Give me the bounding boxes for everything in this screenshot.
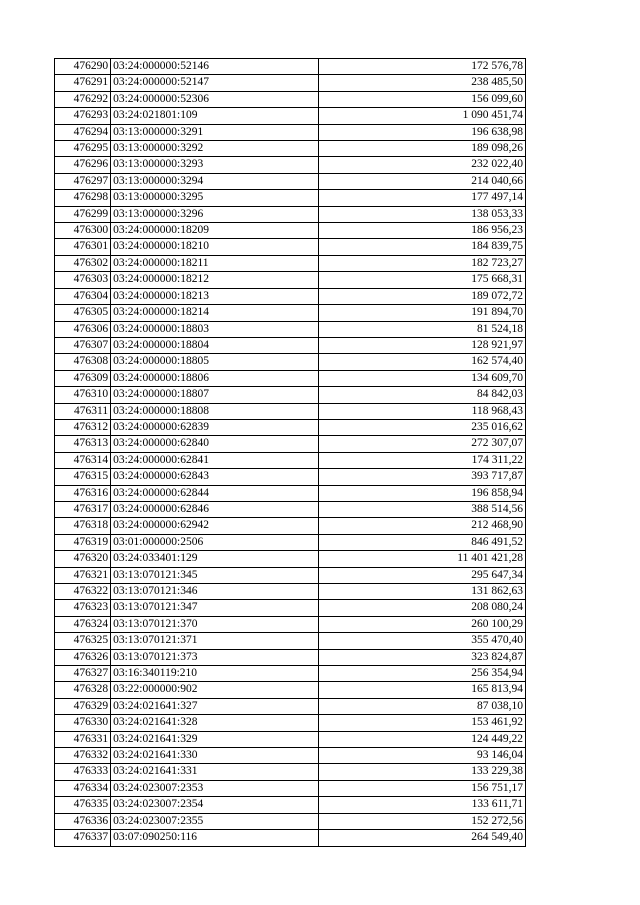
cadastral-number-cell: 03:24:033401:129 — [111, 551, 318, 567]
table-row — [55, 469, 526, 485]
row-number-cell: 476299 — [55, 206, 111, 222]
cadastral-value-cell: 264 549,40 — [318, 830, 525, 846]
row-number-cell: 476336 — [55, 813, 111, 829]
cadastral-value-cell: 162 574,40 — [318, 354, 525, 370]
cadastral-value-cell: 118 968,43 — [318, 403, 525, 419]
row-number-cell: 476330 — [55, 715, 111, 731]
cadastral-value-cell: 196 858,94 — [318, 485, 525, 501]
cadastral-number-cell: 03:24:021641:330 — [111, 748, 318, 764]
cadastral-value-cell: 81 524,18 — [318, 321, 525, 337]
table-row — [55, 698, 526, 714]
table-row — [55, 551, 526, 567]
table-row — [55, 649, 526, 665]
cadastral-value-cell: 138 053,33 — [318, 206, 525, 222]
row-number-cell: 476313 — [55, 436, 111, 452]
row-number-cell: 476311 — [55, 403, 111, 419]
table-row — [55, 715, 526, 731]
cadastral-value-cell: 133 611,71 — [318, 797, 525, 813]
row-number-cell: 476319 — [55, 534, 111, 550]
row-number-cell: 476318 — [55, 518, 111, 534]
cadastral-number-cell: 03:13:000000:3295 — [111, 190, 318, 206]
cadastral-value-cell: 196 638,98 — [318, 124, 525, 140]
row-number-cell: 476324 — [55, 616, 111, 632]
table-row — [55, 124, 526, 140]
table-row — [55, 780, 526, 796]
table-row — [55, 584, 526, 600]
cadastral-number-cell: 03:13:070121:346 — [111, 584, 318, 600]
row-number-cell: 476301 — [55, 239, 111, 255]
table-row — [55, 764, 526, 780]
table-row — [55, 633, 526, 649]
row-number-cell: 476309 — [55, 370, 111, 386]
table-row — [55, 75, 526, 91]
table-row — [55, 157, 526, 173]
cadastral-number-cell: 03:24:000000:18808 — [111, 403, 318, 419]
cadastral-value-cell: 323 824,87 — [318, 649, 525, 665]
table-row — [55, 731, 526, 747]
cadastral-number-cell: 03:24:000000:62844 — [111, 485, 318, 501]
cadastral-number-cell: 03:13:070121:370 — [111, 616, 318, 632]
table-row — [55, 321, 526, 337]
cadastral-number-cell: 03:24:000000:62840 — [111, 436, 318, 452]
row-number-cell: 476300 — [55, 223, 111, 239]
cadastral-number-cell: 03:24:000000:18803 — [111, 321, 318, 337]
row-number-cell: 476316 — [55, 485, 111, 501]
cadastral-number-cell: 03:24:021641:331 — [111, 764, 318, 780]
row-number-cell: 476312 — [55, 419, 111, 435]
table-row — [55, 797, 526, 813]
cadastral-number-cell: 03:24:000000:18806 — [111, 370, 318, 386]
cadastral-number-cell: 03:24:000000:18807 — [111, 387, 318, 403]
cadastral-number-cell: 03:13:070121:373 — [111, 649, 318, 665]
table-row — [55, 501, 526, 517]
cadastral-number-cell: 03:13:070121:371 — [111, 633, 318, 649]
table-row — [55, 223, 526, 239]
cadastral-value-cell: 131 862,63 — [318, 584, 525, 600]
cadastral-number-cell: 03:24:000000:62942 — [111, 518, 318, 534]
row-number-cell: 476293 — [55, 108, 111, 124]
cadastral-number-cell: 03:24:000000:62841 — [111, 452, 318, 468]
cadastral-value-cell: 186 956,23 — [318, 223, 525, 239]
cadastral-value-cell: 1 090 451,74 — [318, 108, 525, 124]
cadastral-value-cell: 846 491,52 — [318, 534, 525, 550]
table-row — [55, 141, 526, 157]
row-number-cell: 476308 — [55, 354, 111, 370]
cadastral-value-cell: 212 468,90 — [318, 518, 525, 534]
table-row — [55, 813, 526, 829]
row-number-cell: 476323 — [55, 600, 111, 616]
table-row — [55, 59, 526, 75]
cadastral-number-cell: 03:13:000000:3296 — [111, 206, 318, 222]
table-row — [55, 600, 526, 616]
cadastral-number-cell: 03:24:021801:109 — [111, 108, 318, 124]
table-row — [55, 272, 526, 288]
row-number-cell: 476315 — [55, 469, 111, 485]
table-row — [55, 173, 526, 189]
cadastral-number-cell: 03:07:090250:116 — [111, 830, 318, 846]
table-row — [55, 239, 526, 255]
row-number-cell: 476298 — [55, 190, 111, 206]
cadastral-value-cell: 87 038,10 — [318, 698, 525, 714]
table-row — [55, 518, 526, 534]
row-number-cell: 476320 — [55, 551, 111, 567]
cadastral-number-cell: 03:13:070121:347 — [111, 600, 318, 616]
cadastral-value-cell: 84 842,03 — [318, 387, 525, 403]
table-row — [55, 534, 526, 550]
table-row — [55, 91, 526, 107]
row-number-cell: 476306 — [55, 321, 111, 337]
table-row — [55, 108, 526, 124]
row-number-cell: 476294 — [55, 124, 111, 140]
cadastral-value-cell: 184 839,75 — [318, 239, 525, 255]
cadastral-value-cell: 172 576,78 — [318, 59, 525, 75]
cadastral-value-cell: 232 022,40 — [318, 157, 525, 173]
row-number-cell: 476303 — [55, 272, 111, 288]
cadastral-number-cell: 03:13:000000:3293 — [111, 157, 318, 173]
row-number-cell: 476296 — [55, 157, 111, 173]
row-number-cell: 476332 — [55, 748, 111, 764]
row-number-cell: 476331 — [55, 731, 111, 747]
row-number-cell: 476321 — [55, 567, 111, 583]
cadastral-number-cell: 03:24:021641:329 — [111, 731, 318, 747]
row-number-cell: 476307 — [55, 337, 111, 353]
cadastral-number-cell: 03:24:000000:18213 — [111, 288, 318, 304]
table-row — [55, 288, 526, 304]
row-number-cell: 476292 — [55, 91, 111, 107]
row-number-cell: 476302 — [55, 255, 111, 271]
cadastral-value-cell: 133 229,38 — [318, 764, 525, 780]
table-row — [55, 255, 526, 271]
row-number-cell: 476314 — [55, 452, 111, 468]
row-number-cell: 476291 — [55, 75, 111, 91]
cadastral-value-cell: 189 072,72 — [318, 288, 525, 304]
row-number-cell: 476327 — [55, 666, 111, 682]
cadastral-value-cell: 153 461,92 — [318, 715, 525, 731]
cadastral-value-cell: 238 485,50 — [318, 75, 525, 91]
cadastral-value-cell: 191 894,70 — [318, 305, 525, 321]
table-row — [55, 370, 526, 386]
row-number-cell: 476322 — [55, 584, 111, 600]
cadastral-number-cell: 03:24:000000:18211 — [111, 255, 318, 271]
cadastral-value-cell: 128 921,97 — [318, 337, 525, 353]
cadastral-value-cell: 295 647,34 — [318, 567, 525, 583]
cadastral-value-cell: 388 514,56 — [318, 501, 525, 517]
table-row — [55, 305, 526, 321]
cadastral-value-cell: 272 307,07 — [318, 436, 525, 452]
cadastral-value-cell: 355 470,40 — [318, 633, 525, 649]
cadastral-value-cell: 156 099,60 — [318, 91, 525, 107]
cadastral-number-cell: 03:24:000000:52306 — [111, 91, 318, 107]
cadastral-number-cell: 03:24:000000:52146 — [111, 59, 318, 75]
cadastral-value-cell: 182 723,27 — [318, 255, 525, 271]
cadastral-number-cell: 03:13:000000:3294 — [111, 173, 318, 189]
table-row — [55, 419, 526, 435]
cadastral-value-cell: 11 401 421,28 — [318, 551, 525, 567]
cadastral-value-cell: 174 311,22 — [318, 452, 525, 468]
cadastral-value-cell: 208 080,24 — [318, 600, 525, 616]
row-number-cell: 476335 — [55, 797, 111, 813]
cadastral-number-cell: 03:24:023007:2355 — [111, 813, 318, 829]
cadastral-number-cell: 03:01:000000:2506 — [111, 534, 318, 550]
table-row — [55, 830, 526, 846]
cadastral-number-cell: 03:16:340119:210 — [111, 666, 318, 682]
cadastral-number-cell: 03:24:000000:62839 — [111, 419, 318, 435]
row-number-cell: 476329 — [55, 698, 111, 714]
cadastral-number-cell: 03:13:070121:345 — [111, 567, 318, 583]
cadastral-value-cell: 393 717,87 — [318, 469, 525, 485]
cadastral-value-cell: 235 016,62 — [318, 419, 525, 435]
row-number-cell: 476305 — [55, 305, 111, 321]
cadastral-value-cell: 156 751,17 — [318, 780, 525, 796]
row-number-cell: 476334 — [55, 780, 111, 796]
row-number-cell: 476326 — [55, 649, 111, 665]
cadastral-number-cell: 03:24:023007:2353 — [111, 780, 318, 796]
cadastral-value-cell: 93 146,04 — [318, 748, 525, 764]
table-row — [55, 436, 526, 452]
cadastral-value-cell: 256 354,94 — [318, 666, 525, 682]
cadastral-number-cell: 03:13:000000:3292 — [111, 141, 318, 157]
table-row — [55, 354, 526, 370]
table-row — [55, 748, 526, 764]
cadastral-value-cell: 152 272,56 — [318, 813, 525, 829]
cadastral-number-cell: 03:24:000000:62843 — [111, 469, 318, 485]
cadastral-number-cell: 03:24:000000:18805 — [111, 354, 318, 370]
table-row — [55, 616, 526, 632]
cadastral-number-cell: 03:24:021641:328 — [111, 715, 318, 731]
table-row — [55, 190, 526, 206]
cadastral-number-cell: 03:24:000000:18804 — [111, 337, 318, 353]
row-number-cell: 476328 — [55, 682, 111, 698]
cadastral-value-cell: 177 497,14 — [318, 190, 525, 206]
row-number-cell: 476290 — [55, 59, 111, 75]
cadastral-value-cell: 260 100,29 — [318, 616, 525, 632]
table-row — [55, 206, 526, 222]
cadastral-number-cell: 03:24:021641:327 — [111, 698, 318, 714]
cadastral-value-cell: 134 609,70 — [318, 370, 525, 386]
row-number-cell: 476325 — [55, 633, 111, 649]
table-body — [55, 59, 526, 847]
cadastral-number-cell: 03:24:000000:18210 — [111, 239, 318, 255]
cadastral-number-cell: 03:22:000000:902 — [111, 682, 318, 698]
row-number-cell: 476310 — [55, 387, 111, 403]
table-row — [55, 337, 526, 353]
cadastral-value-cell: 175 668,31 — [318, 272, 525, 288]
cadastral-number-cell: 03:24:023007:2354 — [111, 797, 318, 813]
table-row — [55, 567, 526, 583]
table-row — [55, 485, 526, 501]
table-row — [55, 452, 526, 468]
cadastral-number-cell: 03:24:000000:18212 — [111, 272, 318, 288]
cadastral-value-cell: 165 813,94 — [318, 682, 525, 698]
row-number-cell: 476333 — [55, 764, 111, 780]
cadastral-value-table — [54, 58, 526, 847]
cadastral-number-cell: 03:24:000000:52147 — [111, 75, 318, 91]
table-row — [55, 403, 526, 419]
table-row — [55, 666, 526, 682]
cadastral-value-cell: 189 098,26 — [318, 141, 525, 157]
cadastral-number-cell: 03:24:000000:18214 — [111, 305, 318, 321]
row-number-cell: 476337 — [55, 830, 111, 846]
row-number-cell: 476304 — [55, 288, 111, 304]
row-number-cell: 476295 — [55, 141, 111, 157]
table-row — [55, 682, 526, 698]
cadastral-value-cell: 124 449,22 — [318, 731, 525, 747]
cadastral-number-cell: 03:24:000000:62846 — [111, 501, 318, 517]
cadastral-number-cell: 03:24:000000:18209 — [111, 223, 318, 239]
cadastral-value-cell: 214 040,66 — [318, 173, 525, 189]
row-number-cell: 476297 — [55, 173, 111, 189]
cadastral-number-cell: 03:13:000000:3291 — [111, 124, 318, 140]
table-row — [55, 387, 526, 403]
row-number-cell: 476317 — [55, 501, 111, 517]
